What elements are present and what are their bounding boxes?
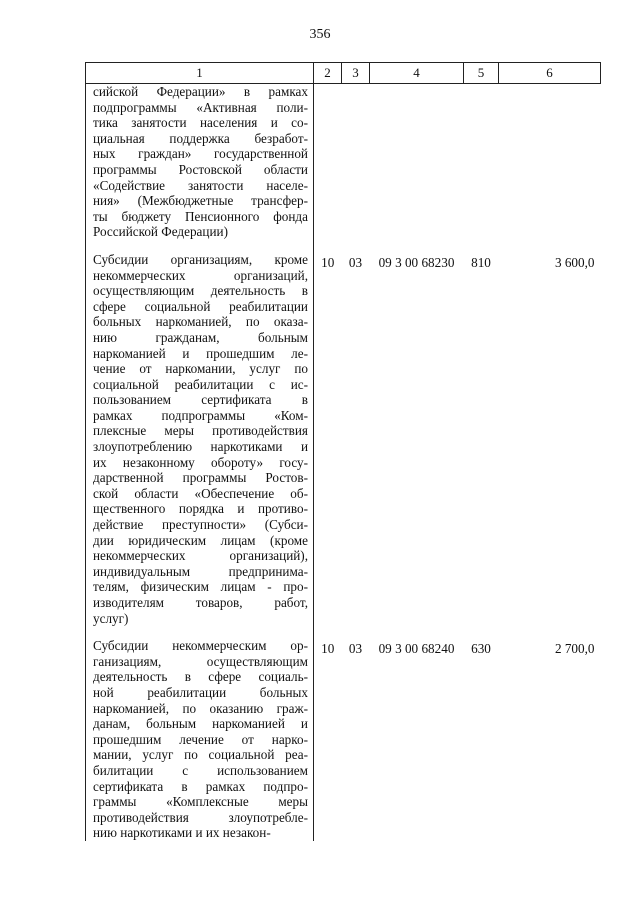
description-line: ния» (Межбюджетные трансфер- — [93, 193, 308, 209]
section-code: 10 — [321, 641, 335, 657]
description-line: действие преступности» (Субси- — [93, 517, 308, 533]
description-line: осуществляющим деятельность в — [93, 283, 308, 299]
column-header-2: 2 — [314, 63, 342, 84]
description-line: сфере социальной реабилитации — [93, 298, 308, 314]
table-body — [86, 84, 601, 841]
description-line: некоммерческих организаций, — [93, 267, 308, 283]
description-line: индивидуальным предпринима- — [93, 563, 308, 579]
row-spacer — [86, 626, 601, 638]
table-row — [86, 638, 601, 841]
description-line: сертификата в рамках подпро- — [93, 778, 308, 794]
target-article-code: 09 3 00 68240 — [378, 641, 455, 657]
section-code: 10 — [321, 254, 335, 270]
description-line: пользованием сертификата в — [93, 392, 308, 408]
description-line: деятельность в сфере социаль- — [93, 669, 308, 685]
description-line: ных граждан» государственной — [93, 146, 308, 162]
row-description — [86, 638, 314, 841]
description-line: ской области «Обеспечение об- — [93, 485, 308, 501]
description-line: ты бюджету Пенсионного фонда — [93, 208, 308, 224]
row-description — [86, 84, 314, 240]
description-line: противодействия злоупотребле- — [93, 809, 308, 825]
description-line: тика занятости населения и со- — [93, 115, 308, 131]
column-number-header-row — [86, 63, 601, 84]
column-header-1: 1 — [86, 63, 314, 84]
description-line: чение от наркомании, услуг по — [93, 361, 308, 377]
description-line: Субсидии некоммерческим ор- — [93, 638, 308, 654]
description-line: злоупотреблению наркотиками и — [93, 439, 308, 455]
amount — [499, 84, 601, 240]
description-line: прошедшим лечение от нарко- — [93, 731, 308, 747]
description-line: наркоманией и прошедшим ле- — [93, 345, 308, 361]
description-line: Российской Федерации) — [93, 224, 228, 240]
description-line: подпрограммы «Активная поли- — [93, 99, 308, 115]
description-line: щественного порядка и противо- — [93, 501, 308, 517]
section-code — [314, 84, 342, 240]
column-header-4: 4 — [370, 63, 464, 84]
table-row — [86, 252, 601, 626]
expense-type-code: 810 — [471, 254, 491, 270]
table-row — [86, 84, 601, 240]
description-line: Субсидии организациям, кроме — [93, 251, 308, 267]
column-header-6: 6 — [499, 63, 601, 84]
description-line: данам, больным наркоманией и — [93, 716, 308, 732]
amount: 2 700,0 — [554, 641, 595, 657]
description-line: нию гражданам, больным — [93, 329, 308, 345]
description-line: дии юридическим лицам (кроме — [93, 532, 308, 548]
target-article-code: 09 3 00 68230 — [378, 254, 455, 270]
description-line: больных наркоманией, по оказа- — [93, 314, 308, 330]
description-line: ганизациям, осуществляющим — [93, 653, 308, 669]
description-line: услуг) — [93, 610, 129, 626]
description-line: мании, услуг по социальной реа- — [93, 747, 308, 763]
expense-type-code — [464, 84, 499, 240]
description-line: плексные меры противодействия — [93, 423, 308, 439]
description-line: социальной реабилитации с ис- — [93, 376, 308, 392]
column-header-5: 5 — [464, 63, 499, 84]
description-line: наркоманией, по оказанию граж- — [93, 700, 308, 716]
description-line: изводителям товаров, работ, — [93, 595, 308, 610]
subsection-code — [342, 84, 370, 240]
description-line: циальная поддержка безработ- — [93, 130, 308, 146]
page-number: 356 — [309, 27, 331, 42]
description-line: телям, физическим лицам - про- — [93, 579, 308, 595]
column-header-3: 3 — [342, 63, 370, 84]
spacer-cell — [86, 240, 314, 252]
row-spacer — [86, 240, 601, 252]
description-line: дарственной программы Ростов- — [93, 470, 308, 486]
description-line: билитации с использованием — [93, 762, 308, 778]
expense-type-code: 630 — [471, 641, 491, 657]
subsection-code: 03 — [348, 254, 363, 270]
amount: 3 600,0 — [554, 254, 595, 270]
description-line: их незаконному обороту» госу- — [93, 454, 308, 470]
description-line: рамках подпрограммы «Ком- — [93, 407, 308, 423]
row-description — [86, 252, 314, 626]
description-line: некоммерческих организаций), — [93, 548, 308, 564]
budget-table — [85, 62, 601, 841]
subsection-code: 03 — [348, 641, 363, 657]
description-line: сийской Федерации» в рамках — [93, 84, 308, 99]
spacer-cell — [86, 626, 314, 638]
target-article-code — [370, 84, 464, 240]
description-line: «Содействие занятости населе- — [93, 177, 308, 193]
description-line: нию наркотиками и их незакон- — [93, 825, 271, 841]
description-line: ной реабилитации больных — [93, 684, 308, 700]
description-line: граммы «Комплексные меры — [93, 794, 308, 810]
description-line: программы Ростовской области — [93, 161, 308, 177]
